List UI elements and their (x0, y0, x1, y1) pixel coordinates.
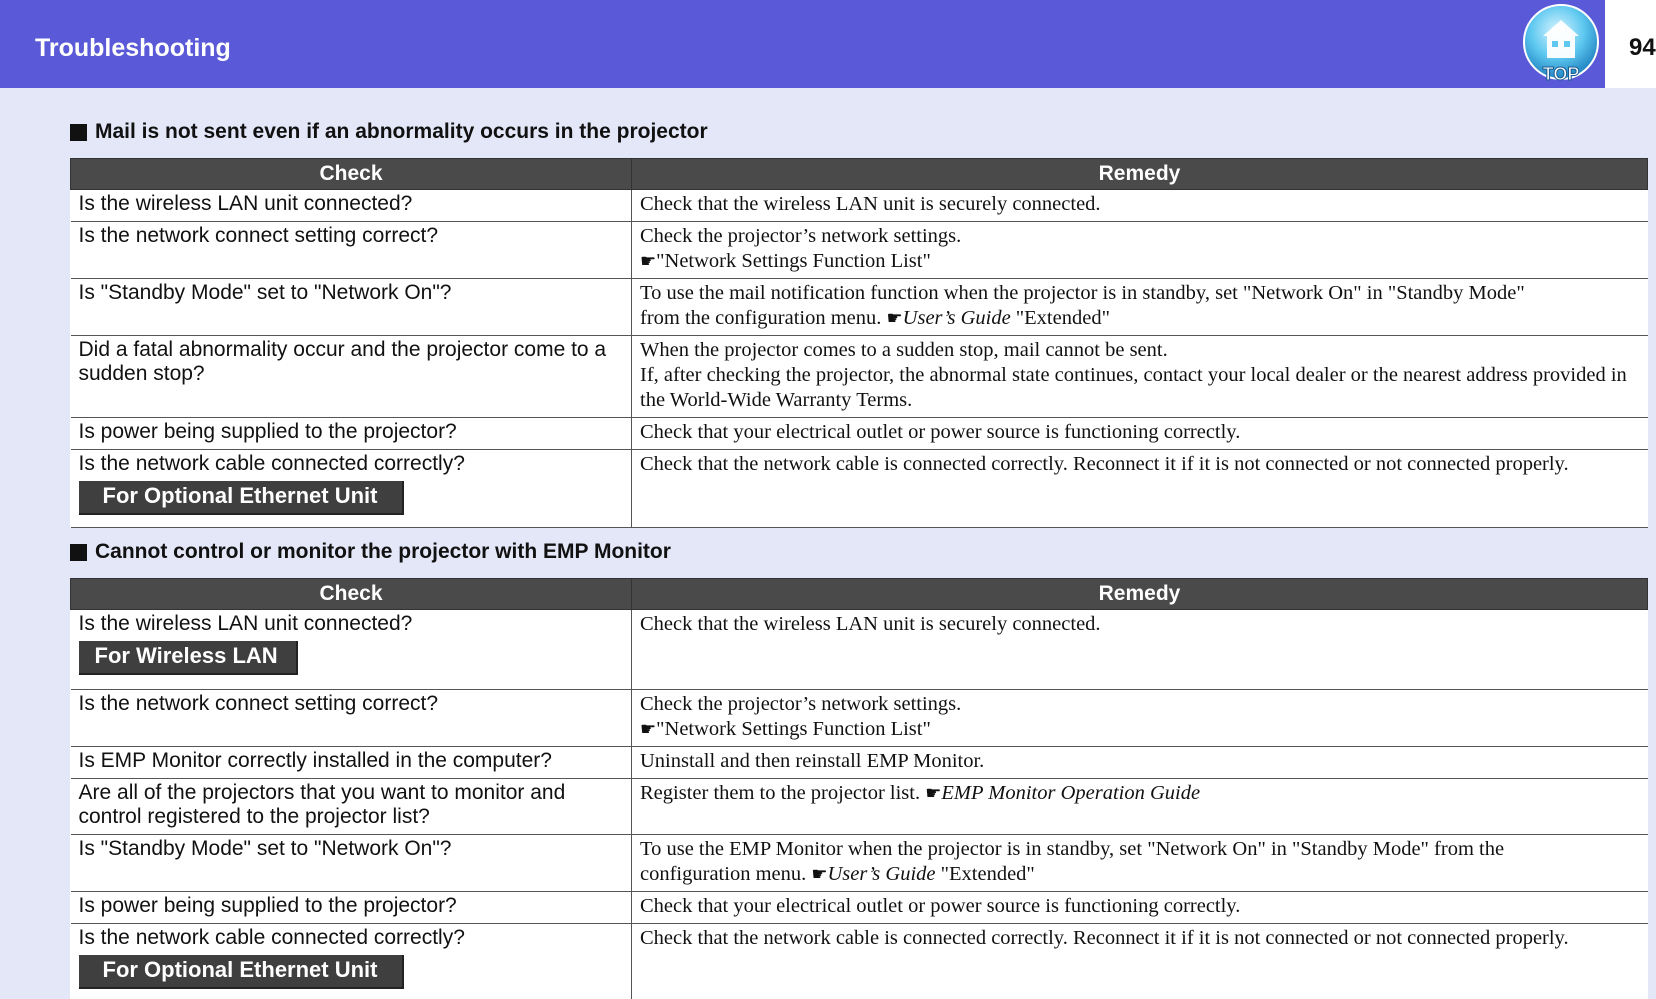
column-header-check: Check (71, 579, 632, 610)
ethernet-unit-tag: For Optional Ethernet Unit (79, 955, 404, 989)
bullet-square-icon (70, 544, 87, 561)
check-cell: Is "Standby Mode" set to "Network On"? (71, 835, 632, 892)
pointing-hand-icon: ☛ (640, 251, 657, 272)
check-cell: Is "Standby Mode" set to "Network On"? (71, 279, 632, 336)
top-icon[interactable] (1523, 2, 1605, 88)
check-text: Is the wireless LAN unit connected? (78, 612, 413, 635)
remedy-line: If, after checking the projector, the abnormal state continues, contact your local dealer or the nearest address provided in the World-Wide Warranty Terms. (640, 364, 1627, 411)
remedy-line: Check the projector’s network settings. (640, 225, 962, 247)
check-cell: Is EMP Monitor correctly installed in the computer? (71, 747, 632, 779)
remedy-line (640, 862, 1640, 887)
remedy-cell: Check that the network cable is connected correctly. Reconnect it if it is not connected or not connected properly. (632, 924, 1648, 999)
remedy-line: Check the projector’s network settings. (640, 693, 962, 715)
remedy-line: To use the mail notification function when the projector is in standby, set "Network On" in "Standby Mode" (640, 282, 1525, 304)
remedy-reference[interactable] (640, 717, 1640, 742)
column-header-remedy: Remedy (632, 579, 1648, 610)
remedy-cell (632, 690, 1648, 747)
remedy-cell: Check that the network cable is connected correctly. Reconnect it if it is not connected or not connected properly. (632, 450, 1648, 528)
remedy-cell (632, 779, 1648, 835)
table-row (71, 418, 1648, 450)
remedy-text: configuration menu. (640, 863, 807, 885)
remedy-cell: Check that your electrical outlet or power source is functioning correctly. (632, 418, 1648, 450)
top-label: TOP (1542, 64, 1580, 84)
table-row (71, 222, 1648, 279)
table-row (71, 924, 1648, 999)
ethernet-unit-tag: For Optional Ethernet Unit (79, 481, 404, 515)
table-row (71, 336, 1648, 418)
check-cell: Is the network connect setting correct? (71, 222, 632, 279)
pointing-hand-icon: ☛ (886, 308, 903, 329)
reference-link[interactable]: User’s Guide (902, 307, 1011, 329)
remedy-line: When the projector comes to a sudden stop, mail cannot be sent. (640, 339, 1168, 361)
check-cell: Are all of the projectors that you want to monitor and control registered to the projector list? (71, 779, 632, 835)
table-row (71, 835, 1648, 892)
reference-link[interactable]: EMP Monitor Operation Guide (941, 782, 1201, 804)
table-row (71, 190, 1648, 222)
page-number: 94 (1629, 34, 1656, 61)
table-row (71, 747, 1648, 779)
mail-troubleshooting-table (70, 158, 1648, 528)
pointing-hand-icon: ☛ (811, 864, 828, 885)
remedy-text: Register them to the projector list. (640, 782, 921, 804)
reference-link[interactable]: "Network Settings Function List" (656, 250, 931, 272)
check-cell: Did a fatal abnormality occur and the projector come to a sudden stop? (71, 336, 632, 418)
table-row (71, 279, 1648, 336)
reference-suffix: "Extended" (935, 863, 1035, 885)
reference-link[interactable]: "Network Settings Function List" (656, 718, 931, 740)
remedy-cell (632, 279, 1648, 336)
section-heading-mail (70, 120, 708, 144)
column-header-remedy: Remedy (632, 159, 1648, 190)
check-cell: Is power being supplied to the projector? (71, 892, 632, 924)
remedy-cell (632, 336, 1648, 418)
table-header-row (71, 579, 1648, 610)
check-cell (71, 450, 632, 528)
page-header (0, 0, 1656, 88)
remedy-reference[interactable] (640, 249, 1640, 274)
check-text: Is the network cable connected correctly? (78, 452, 465, 475)
remedy-cell: Check that the wireless LAN unit is securely connected. (632, 610, 1648, 690)
table-header-row (71, 159, 1648, 190)
reference-link[interactable]: User’s Guide (827, 863, 936, 885)
remedy-cell: Uninstall and then reinstall EMP Monitor. (632, 747, 1648, 779)
remedy-line: To use the EMP Monitor when the projector is in standby, set "Network On" in "Standby Mode" from the (640, 838, 1505, 860)
section-heading-text: Mail is not sent even if an abnormality occurs in the projector (95, 120, 708, 143)
pointing-hand-icon: ☛ (925, 783, 942, 804)
table-row (71, 892, 1648, 924)
pointing-hand-icon: ☛ (640, 719, 657, 740)
check-cell: Is the wireless LAN unit connected? (71, 190, 632, 222)
emp-monitor-troubleshooting-table (70, 578, 1648, 999)
bullet-square-icon (70, 124, 87, 141)
section-heading-emp-monitor (70, 540, 671, 564)
check-cell: Is the network connect setting correct? (71, 690, 632, 747)
remedy-cell: Check that the wireless LAN unit is securely connected. (632, 190, 1648, 222)
check-cell: Is power being supplied to the projector? (71, 418, 632, 450)
check-text: Is the network cable connected correctly? (78, 926, 465, 949)
table-row (71, 450, 1648, 528)
remedy-text: from the configuration menu. (640, 307, 882, 329)
remedy-line (640, 306, 1640, 331)
remedy-cell: Check that your electrical outlet or power source is functioning correctly. (632, 892, 1648, 924)
check-cell (71, 924, 632, 999)
column-header-check: Check (71, 159, 632, 190)
remedy-cell (632, 835, 1648, 892)
wireless-lan-tag: For Wireless LAN (79, 641, 298, 675)
section-heading-text: Cannot control or monitor the projector with EMP Monitor (95, 540, 671, 563)
table-row (71, 779, 1648, 835)
table-row (71, 610, 1648, 690)
remedy-cell (632, 222, 1648, 279)
reference-suffix: "Extended" (1010, 307, 1110, 329)
check-cell (71, 610, 632, 690)
page-title: Troubleshooting (35, 34, 231, 62)
table-row (71, 690, 1648, 747)
